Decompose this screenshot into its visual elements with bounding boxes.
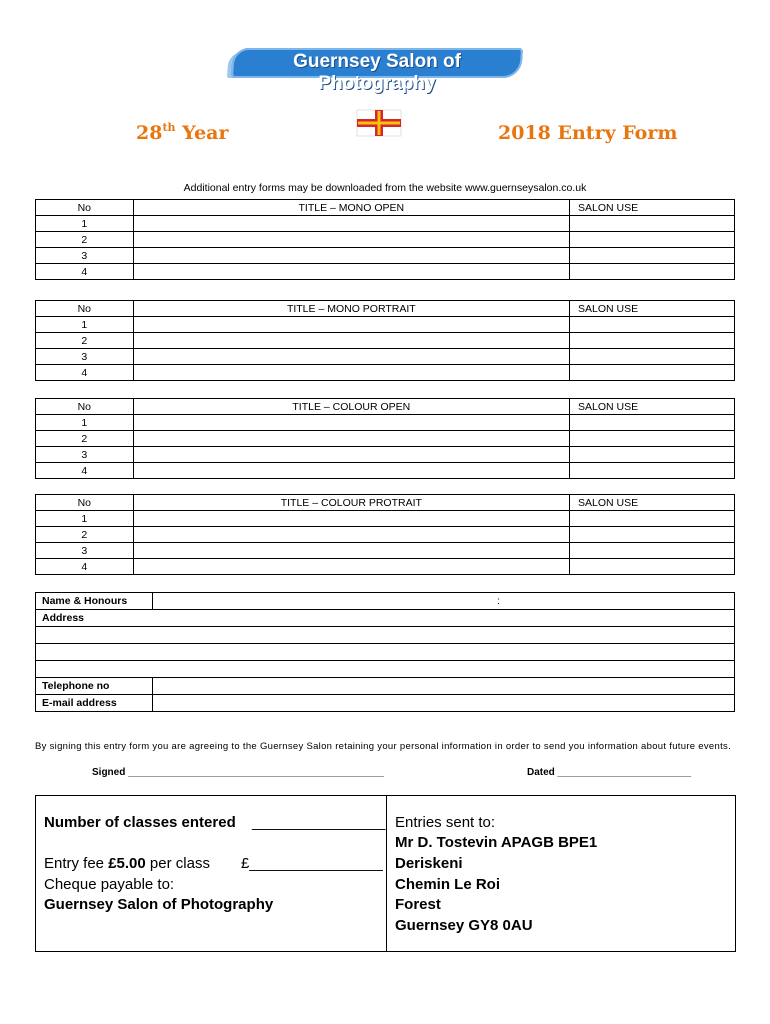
name-honours-label: Name & Honours [36,593,153,610]
address-field-line[interactable] [36,661,735,678]
table-row: 3 [36,349,735,365]
name-honours-field[interactable] [153,593,735,610]
table-row: 1 [36,511,735,527]
year-number: 28 [136,122,163,144]
title-cell[interactable] [133,559,569,575]
mono-open-table [35,199,735,280]
title-cell[interactable] [133,527,569,543]
title-cell[interactable] [133,264,569,280]
table-row: 1 [36,415,735,431]
title-cell[interactable] [133,349,569,365]
entrant-details-table [35,592,735,712]
entries-sent-label: Entries sent to: [395,814,496,831]
title-header: TITLE – COLOUR OPEN [133,399,569,415]
address-field-line[interactable] [36,627,735,644]
classes-entered-field[interactable]: ________________ [252,814,386,831]
address-line-5: Guernsey GY8 0AU [395,917,533,934]
form-title: 2018 Entry Form [498,122,678,144]
address-line-4: Forest [395,896,441,913]
title-cell[interactable] [133,365,569,381]
title-cell[interactable] [133,333,569,349]
table-row: 1 [36,317,735,333]
consent-text: By signing this entry form you are agreeing to the Guernsey Salon retaining your personal information in order to send you information about future events. [35,741,732,752]
table-row: 1 [36,216,735,232]
salon-use-header: SALON USE [569,200,734,216]
table-row: 2 [36,431,735,447]
salon-banner-logo [232,44,522,94]
table-row: 2 [36,232,735,248]
no-header: No [36,200,134,216]
cheque-payee: Guernsey Salon of Photography [44,896,274,913]
colour-open-table [35,398,735,479]
guernsey-flag-icon [356,108,402,138]
title-cell[interactable] [133,317,569,333]
table-row: 3 [36,447,735,463]
year-suffix: th [162,121,176,134]
entry-fee-text: Entry fee £5.00 per class [44,855,210,872]
name-colon: : [497,595,500,607]
no-header: No [36,495,134,511]
title-header: TITLE – COLOUR PROTRAIT [133,495,569,511]
title-cell[interactable] [133,463,569,479]
cheque-label: Cheque payable to: [44,876,175,893]
table-row: 4 [36,463,735,479]
no-header: No [36,301,134,317]
banner-title: Guernsey Salon of Photography [293,51,461,94]
table-row: 3 [36,543,735,559]
title-header: TITLE – MONO PORTRAIT [133,301,569,317]
box-divider [386,796,387,951]
address-field-line[interactable] [36,644,735,661]
title-cell[interactable] [133,447,569,463]
title-cell[interactable] [133,543,569,559]
title-cell[interactable] [133,248,569,264]
title-header: TITLE – MONO OPEN [133,200,569,216]
title-cell[interactable] [133,216,569,232]
title-cell[interactable] [133,511,569,527]
table-row: 4 [36,365,735,381]
year-heading [136,122,229,144]
payment-box [35,795,736,952]
year-word: Year [182,122,229,144]
entry-fee-field[interactable]: £________________ [241,855,383,872]
salon-use-header: SALON USE [570,495,735,511]
signature-line[interactable]: Signed ______________________________________________ [92,767,384,778]
address-line-1: Mr D. Tostevin APAGB BPE1 [395,834,598,851]
classes-entered-label: Number of classes entered [44,814,236,831]
salon-use-header: SALON USE [570,399,735,415]
telephone-label: Telephone no [36,678,153,695]
telephone-field[interactable] [153,678,735,695]
date-line[interactable]: Dated ________________________ [527,767,692,778]
mono-portrait-table [35,300,735,381]
address-label: Address [36,610,735,627]
email-field[interactable] [153,695,735,712]
email-label: E-mail address [36,695,153,712]
title-cell[interactable] [133,415,569,431]
table-row: 4 [36,559,735,575]
table-row: 2 [36,333,735,349]
fee-amount: £5.00 [108,855,146,872]
table-row: 2 [36,527,735,543]
no-header: No [36,399,134,415]
table-row: 4 [36,264,735,280]
download-note: Additional entry forms may be downloaded from the website www.guernseysalon.co.uk [183,182,587,194]
address-line-2: Deriskeni [395,855,463,872]
salon-use-header: SALON USE [570,301,735,317]
table-row: 3 [36,248,735,264]
title-cell[interactable] [133,431,569,447]
title-cell[interactable] [133,232,569,248]
address-line-3: Chemin Le Roi [395,876,501,893]
colour-portrait-table [35,494,735,575]
